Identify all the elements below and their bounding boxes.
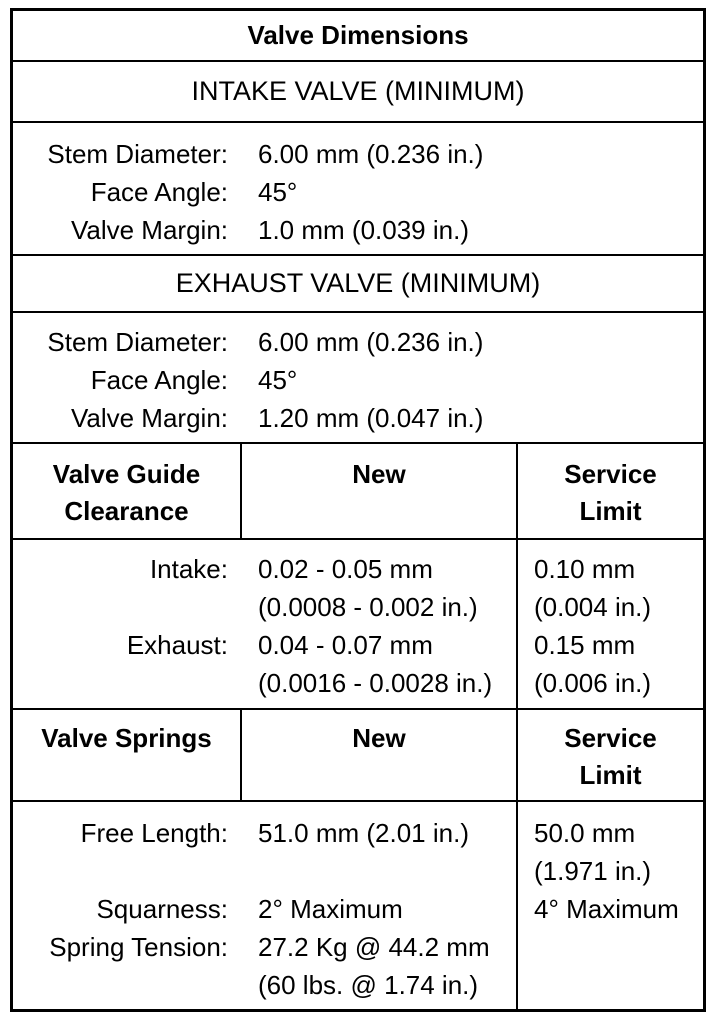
springs-free-length-label: Free Length: <box>80 818 228 848</box>
intake-stem-diameter-value: 6.00 mm (0.236 in.) <box>258 139 484 169</box>
intake-face-angle-value: 45° <box>258 177 298 207</box>
springs-squareness-limit: 4° Maximum <box>534 894 679 924</box>
guide-intake-limit-in: (0.004 in.) <box>534 592 652 622</box>
exhaust-valve-margin-value: 1.20 mm (0.047 in.) <box>258 403 484 433</box>
springs-free-length-limit-in: (1.971 in.) <box>534 856 652 886</box>
springs-squareness-new: 2° Maximum <box>258 894 403 924</box>
guide-exhaust-new-in: (0.0016 - 0.0028 in.) <box>258 668 493 698</box>
springs-free-length-new: 51.0 mm (2.01 in.) <box>258 818 469 848</box>
springs-squareness-label: Squarness: <box>96 894 228 924</box>
springs-tension-new-lbs: (60 lbs. @ 1.74 in.) <box>258 970 479 1000</box>
intake-heading-text: INTAKE VALVE (MINIMUM) <box>191 76 525 106</box>
springs-header-col3 <box>518 720 703 794</box>
springs-header-col2 <box>242 720 516 757</box>
guide-header-col3-line2: Limit <box>579 496 642 526</box>
guide-header-col3 <box>518 456 703 530</box>
springs-header-new: New <box>352 723 406 753</box>
guide-intake-label: Intake: <box>149 554 228 584</box>
exhaust-stem-diameter-value: 6.00 mm (0.236 in.) <box>258 327 484 357</box>
springs-header-col3-line1: Service <box>564 723 657 753</box>
intake-heading <box>13 62 703 123</box>
guide-exhaust-limit-mm: 0.15 mm <box>534 630 636 660</box>
exhaust-values <box>13 313 703 444</box>
springs-tension-label: Spring Tension: <box>49 932 228 962</box>
guide-header-new: New <box>352 459 406 489</box>
springs-header-col1 <box>13 720 240 757</box>
guide-values <box>13 540 703 710</box>
guide-exhaust-limit-in: (0.006 in.) <box>534 668 652 698</box>
springs-values <box>13 802 703 1009</box>
guide-intake-new-mm: 0.02 - 0.05 mm <box>258 554 433 584</box>
table-title <box>13 11 703 62</box>
exhaust-valve-margin-label: Valve Margin: <box>70 403 228 433</box>
intake-values <box>13 123 703 256</box>
intake-stem-diameter-label: Stem Diameter: <box>47 139 228 169</box>
exhaust-face-angle-label: Face Angle: <box>90 365 228 395</box>
valve-dimensions-table <box>10 8 706 1012</box>
guide-exhaust-label: Exhaust: <box>126 630 228 660</box>
springs-header <box>13 710 703 802</box>
table-title-text: Valve Dimensions <box>247 20 469 50</box>
guide-header-col3-line1: Service <box>564 459 657 489</box>
springs-tension-new-kg: 27.2 Kg @ 44.2 mm <box>258 932 490 962</box>
guide-header-col2 <box>242 456 516 493</box>
guide-header-col1 <box>13 456 240 530</box>
guide-values-divider <box>516 540 518 708</box>
guide-header-col1-line2: Clearance <box>64 496 189 526</box>
intake-valve-margin-value: 1.0 mm (0.039 in.) <box>258 215 469 245</box>
guide-intake-limit-mm: 0.10 mm <box>534 554 636 584</box>
guide-header-col1-line1: Valve Guide <box>52 459 201 489</box>
springs-header-title: Valve Springs <box>41 723 212 753</box>
exhaust-face-angle-value: 45° <box>258 365 298 395</box>
springs-free-length-limit-mm: 50.0 mm <box>534 818 636 848</box>
guide-exhaust-new-mm: 0.04 - 0.07 mm <box>258 630 433 660</box>
intake-face-angle-label: Face Angle: <box>90 177 228 207</box>
springs-header-col3-line2: Limit <box>579 760 642 790</box>
guide-intake-new-in: (0.0008 - 0.002 in.) <box>258 592 478 622</box>
exhaust-heading-text: EXHAUST VALVE (MINIMUM) <box>175 268 541 298</box>
springs-values-divider <box>516 802 518 1009</box>
guide-header <box>13 444 703 540</box>
exhaust-stem-diameter-label: Stem Diameter: <box>47 327 228 357</box>
exhaust-heading <box>13 256 703 313</box>
intake-valve-margin-label: Valve Margin: <box>70 215 228 245</box>
